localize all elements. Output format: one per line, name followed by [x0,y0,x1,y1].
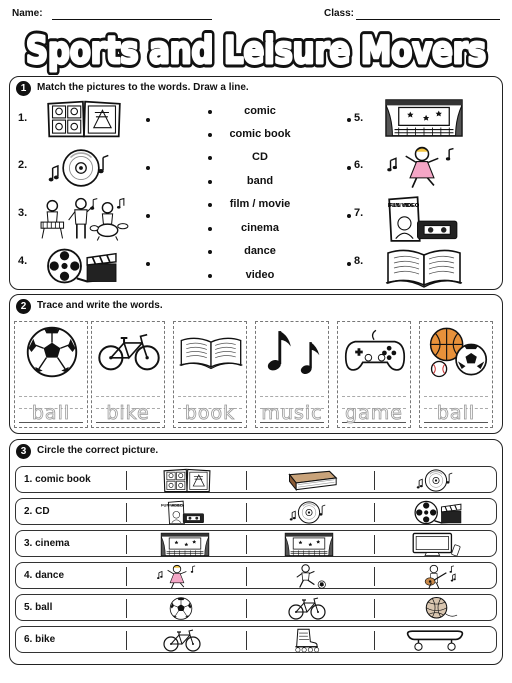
section-match [9,76,503,290]
match-word: CD [252,151,268,163]
circle-row [15,466,497,493]
name-field[interactable] [52,19,212,20]
row-label: 5. ball [24,602,53,613]
item-number: 1. [18,112,28,124]
trace-cell [173,321,247,428]
match-word: video [245,269,275,281]
video-label: FUN VIDEO [387,203,420,209]
circle-row [15,594,497,621]
trace-word[interactable]: game [345,402,403,424]
match-dot[interactable] [347,166,351,170]
section-circle [9,439,503,665]
section-number: 2 [16,299,31,314]
open-book-icon [178,324,244,380]
class-label: Class: [324,8,355,19]
soccer-ball-icon[interactable] [164,596,198,621]
match-dot[interactable] [146,118,150,122]
trace-word[interactable]: ball [436,402,476,424]
match-word: band [246,175,274,187]
circle-row [15,626,497,653]
balls-icon [424,324,490,380]
soccer-ball-icon [19,324,85,380]
class-field[interactable] [356,19,500,20]
film-reel-icon[interactable] [408,500,468,525]
item-number: 3. [18,207,28,219]
comic-book-icon[interactable] [156,468,218,493]
cinema-icon[interactable] [152,532,218,557]
cd-icon[interactable] [278,500,340,525]
game-controller-icon [342,324,408,380]
bicycle-icon [96,324,162,380]
page-title [0,23,512,75]
trace-word[interactable]: music [261,402,323,424]
tv-icon[interactable] [408,532,464,557]
trace-cell [14,321,88,428]
match-dot[interactable] [347,214,351,218]
closed-book-icon[interactable] [281,468,343,493]
comic-book-icon [46,99,122,139]
circle-row [15,530,497,557]
yarn-ball-icon[interactable] [416,596,460,621]
section-trace [9,294,503,434]
row-label: 6. bike [24,634,56,645]
match-word: dance [244,245,276,257]
name-label: Name: [12,8,43,19]
match-dot[interactable] [146,166,150,170]
trace-cell [337,321,411,428]
row-label: 3. cinema [24,538,70,549]
open-book-icon [384,245,464,289]
cinema-icon [384,97,464,139]
trace-word[interactable]: bike [106,402,150,424]
trace-cell [91,321,165,428]
svg-text:Sports and Leisure Movers: Sports and Leisure Movers [26,29,486,72]
trace-cell [419,321,493,428]
dancer-icon [384,145,460,189]
video-icon [384,195,462,243]
section-instruction: Trace and write the words. [37,300,163,311]
video-icon[interactable] [158,500,214,525]
item-number: 6. [354,159,364,171]
guitar-player-icon[interactable] [408,564,466,589]
bicycle-icon[interactable] [282,596,332,621]
cd-icon [42,147,120,189]
item-number: 2. [18,159,28,171]
match-dot[interactable] [146,214,150,218]
boy-kicking-icon[interactable] [282,564,338,589]
match-word: comic [244,105,276,117]
match-word: film / movie [229,198,291,210]
film-reel-icon [46,247,118,285]
item-number: 5. [354,112,364,124]
match-dot[interactable] [347,118,351,122]
match-word: cinema [241,222,279,234]
row-label: 1. comic book [24,474,91,485]
band-icon [38,195,130,241]
row-label: 4. dance [24,570,65,581]
music-notes-icon [260,324,326,380]
match-dot[interactable] [347,262,351,266]
dancer-icon[interactable] [146,564,208,589]
circle-row [15,498,497,525]
cd-icon[interactable] [406,468,466,493]
item-number: 7. [354,207,364,219]
row-label: 2. CD [24,506,50,517]
section-instruction: Match the pictures to the words. Draw a line. [37,82,249,93]
match-word: comic book [229,128,291,140]
cinema-icon[interactable] [276,532,342,557]
section-number: 1 [16,81,31,96]
section-number: 3 [16,444,31,459]
match-dot[interactable] [146,262,150,266]
bicycle-icon[interactable] [154,628,210,653]
item-number: 8. [354,255,364,267]
skateboard-icon[interactable] [404,628,466,653]
trace-word[interactable]: ball [31,402,71,424]
roller-skate-icon[interactable] [288,628,324,653]
svg-text:Sports and Leisure Movers: Sports and Leisure Movers [26,29,486,72]
trace-cell [255,321,329,428]
header [8,6,504,22]
circle-row [15,562,497,589]
trace-word[interactable]: book [184,402,236,424]
video-label: FUN VIDEO [161,502,183,508]
section-instruction: Circle the correct picture. [37,445,159,456]
item-number: 4. [18,255,28,267]
